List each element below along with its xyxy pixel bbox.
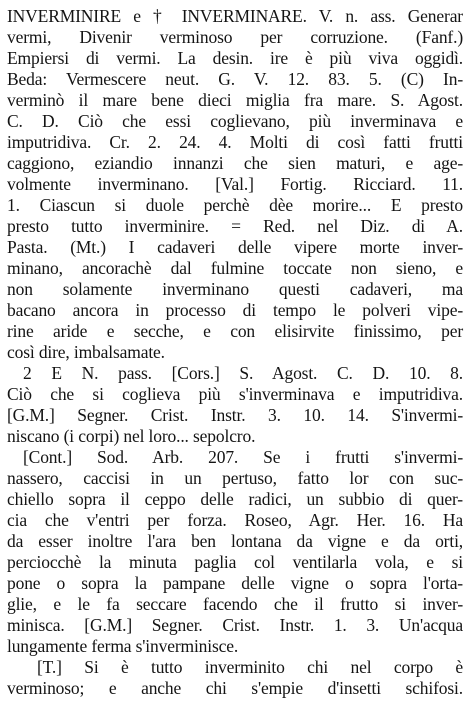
entry-line: chiello sopra il ceppo delle radici, un subbio di quer- [7,489,463,509]
entry-line: pone o sopra la pampane delle vigne o sopra l'orta- [7,573,463,593]
entry-line: [G.M.] Segner. Crist. Instr. 3. 10. 14. S'invermi- [7,405,463,425]
entry-line: verminoso; e anche chi s'empie d'insetti schifosi. [7,678,463,698]
entry-line: presto tutto inverminire. = Red. nel Diz. di A. [7,216,463,236]
entry-line: 2 E N. pass. [Cors.] S. Agost. C. D. 10. 8. [23,363,463,383]
entry-line: INVERMINIRE e † INVERMINARE. V. n. ass. Generar [7,6,463,26]
entry-line: vermi, Divenir verminoso per corruzione. (Fanf.) [7,27,463,47]
entry-line: [Cont.] Sod. Arb. 207. Se i frutti s'invermi- [23,447,463,467]
entry-line: caggiono, eziandio innanzi che sien maturi, e age- [7,153,463,173]
entry-line: minisca. [G.M.] Segner. Crist. Instr. 1. 3. Un'acqua [7,615,463,635]
entry-line: bacano ancora in processo di tempo le polveri vipe- [7,300,463,320]
entry-line: non solamente inverminano questi cadaveri, ma [7,279,463,299]
entry-line: C. D. Ciò che essi coglievano, più inverminava e [7,111,463,131]
entry-line: perciocchè la minuta paglia col ventilarla vola, e si [7,552,463,572]
entry-line: niscano (i corpi) nel loro... sepolcro. [7,426,256,446]
entry-line: [T.] Si è tutto inverminito chi nel corpo è [37,657,463,677]
entry-line: Empiersi di vermi. La desin. ire è più viva oggidì. [7,48,463,68]
entry-line: Beda: Vermescere neut. G. V. 12. 83. 5. (C) In- [7,69,463,89]
entry-line: 1. Ciascun si duole perchè dèe morire... E presto [7,195,463,215]
entry-line: Ciò che si coglieva più s'inverminava e imputridiva. [7,384,463,404]
entry-line: così dire, imbalsamate. [7,342,165,362]
entry-line: glie, e le fa seccare facendo che il frutto si inver- [7,594,463,614]
entry-line: Pasta. (Mt.) I cadaveri delle vipere morte inver- [7,237,463,257]
entry-line: rine aride e secche, e con elisirvite finissimo, per [7,321,463,341]
entry-line: da esser inoltre l'ara ben lontana da vigne e da orti, [7,531,463,551]
entry-line: nassero, caccisi in un pertuso, fatto lor con suc- [7,468,463,488]
entry-line: cia che v'entri per forza. Roseo, Agr. Her. 16. Ha [7,510,463,530]
entry-line: volmente inverminano. [Val.] Fortig. Ricciard. 11. [7,174,463,194]
entry-line: verminò il mare bene dieci miglia fra mare. S. Agost. [7,90,463,110]
dictionary-entry [7,4,463,700]
entry-line: lungamente ferma s'inverminisce. [7,636,239,656]
entry-line: minano, ancorachè dal fulmine toccate non sieno, e [7,258,463,278]
entry-line: imputridiva. Cr. 2. 24. 4. Molti di così fatti frutti [7,132,463,152]
